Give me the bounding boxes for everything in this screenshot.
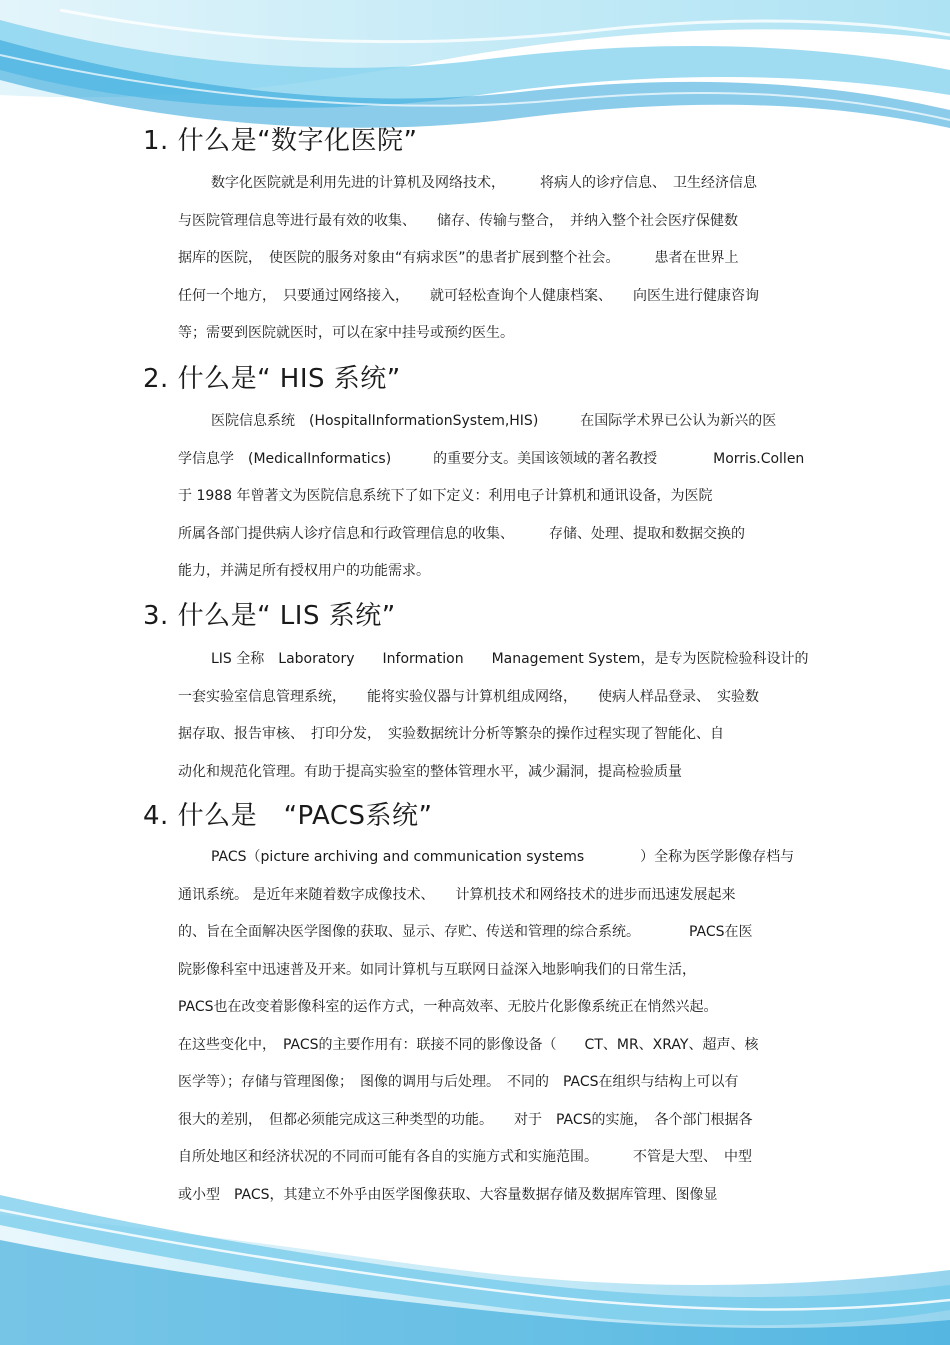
section-1-line: 等；需要到医院就医时，可以在家中挂号或预约医生。 (178, 325, 514, 341)
section-2-heading: 2. 什么是“ HIS 系统” (143, 364, 401, 394)
section-4-line: 很大的差别， 但都必须能完成这三种类型的功能。 对于 PACS的实施， 各个部门根据各 (178, 1111, 753, 1128)
section-3-heading: 3. 什么是“ LIS 系统” (143, 601, 396, 631)
section-2-body (178, 403, 808, 591)
section-4-line: PACS（picture archiving and communication systems ）全称为医学影像存档与 (211, 849, 795, 865)
section-2-line: 能力，并满足所有授权用户的功能需求。 (178, 563, 430, 579)
section-4-line: 的、旨在全面解决医学图像的获取、显示、存贮、传送和管理的综合系统。 PACS在医 (178, 924, 753, 940)
section-3-line: 一套实验室信息管理系统， 能将实验仪器与计算机组成网络， 使病人样品登录、 实验数 (178, 688, 759, 705)
section-3-line: LIS 全称 Laboratory Information Management System，是专为医院检验科设计的 (211, 651, 809, 667)
section-1-line: 与医院管理信息等进行最有效的收集、 储存、传输与整合， 并纳入整个社会医疗保健数 (178, 212, 738, 229)
section-4-line: 或小型 PACS，其建立不外乎由医学图像获取、大容量数据存储及数据库管理、图像显 (178, 1186, 718, 1203)
section-4-line: 自所处地区和经济状况的不同而可能有各自的实施方式和实施范围。 不管是大型、 中型 (178, 1149, 752, 1165)
section-3-line: 动化和规范化管理。有助于提高实验室的整体管理水平，减少漏洞，提高检验质量 (178, 763, 682, 780)
section-4-line: 医学等）；存储与管理图像； 图像的调用与后处理。 不同的 PACS在组织与结构上可以有 (178, 1074, 739, 1090)
section-2-line: 于 1988 年曾著文为医院信息系统下了如下定义：利用电子计算机和通讯设备，为医院 (178, 488, 713, 504)
section-2-line: 医院信息系统 (HospitalInformationSystem,HIS) 在国际学术界已公认为新兴的医 (211, 413, 777, 429)
section-3-line: 据存取、报告审核、 打印分发， 实验数据统计分析等繁杂的操作过程实现了智能化、自 (178, 726, 724, 742)
section-4-line: 通讯系统。 是近年来随着数字成像技术、 计算机技术和网络技术的进步而迅速发展起来 (178, 886, 736, 903)
section-4-body (178, 839, 808, 1214)
section-1-line: 数字化医院就是利用先进的计算机及网络技术， 将病人的诊疗信息、 卫生经济信息 (211, 175, 757, 191)
section-2-line: 所属各部门提供病人诊疗信息和行政管理信息的收集、 存储、处理、提取和数据交换的 (178, 525, 745, 542)
section-4-line: 在这些变化中， PACS的主要作用有：联接不同的影像设备（ CT、MR、XRAY、超声、核 (178, 1036, 759, 1053)
section-1-line: 任何一个地方， 只要通过网络接入， 就可轻松查询个人健康档案、 向医生进行健康咨询 (178, 287, 759, 304)
section-2-line: 学信息学 (MedicalInformatics) 的重要分支。美国该领域的著名教授 Morris.Collen (178, 450, 805, 467)
section-1-body (178, 165, 808, 353)
section-4-line: 院影像科室中迅速普及开来。如同计算机与互联网日益深入地影响我们的日常生活， (178, 961, 696, 978)
section-1-line: 据库的医院， 使医院的服务对象由“有病求医”的患者扩展到整个社会。 患者在世界上 (178, 250, 739, 266)
section-4-heading: 4. 什么是 “PACS系统” (143, 801, 433, 831)
section-4-line: PACS也在改变着影像科室的运作方式，一种高效率、无胶片化影像系统正在悄然兴起。 (178, 999, 718, 1015)
section-1-heading: 1. 什么是“数字化医院” (143, 126, 418, 156)
section-3-body (178, 641, 808, 791)
